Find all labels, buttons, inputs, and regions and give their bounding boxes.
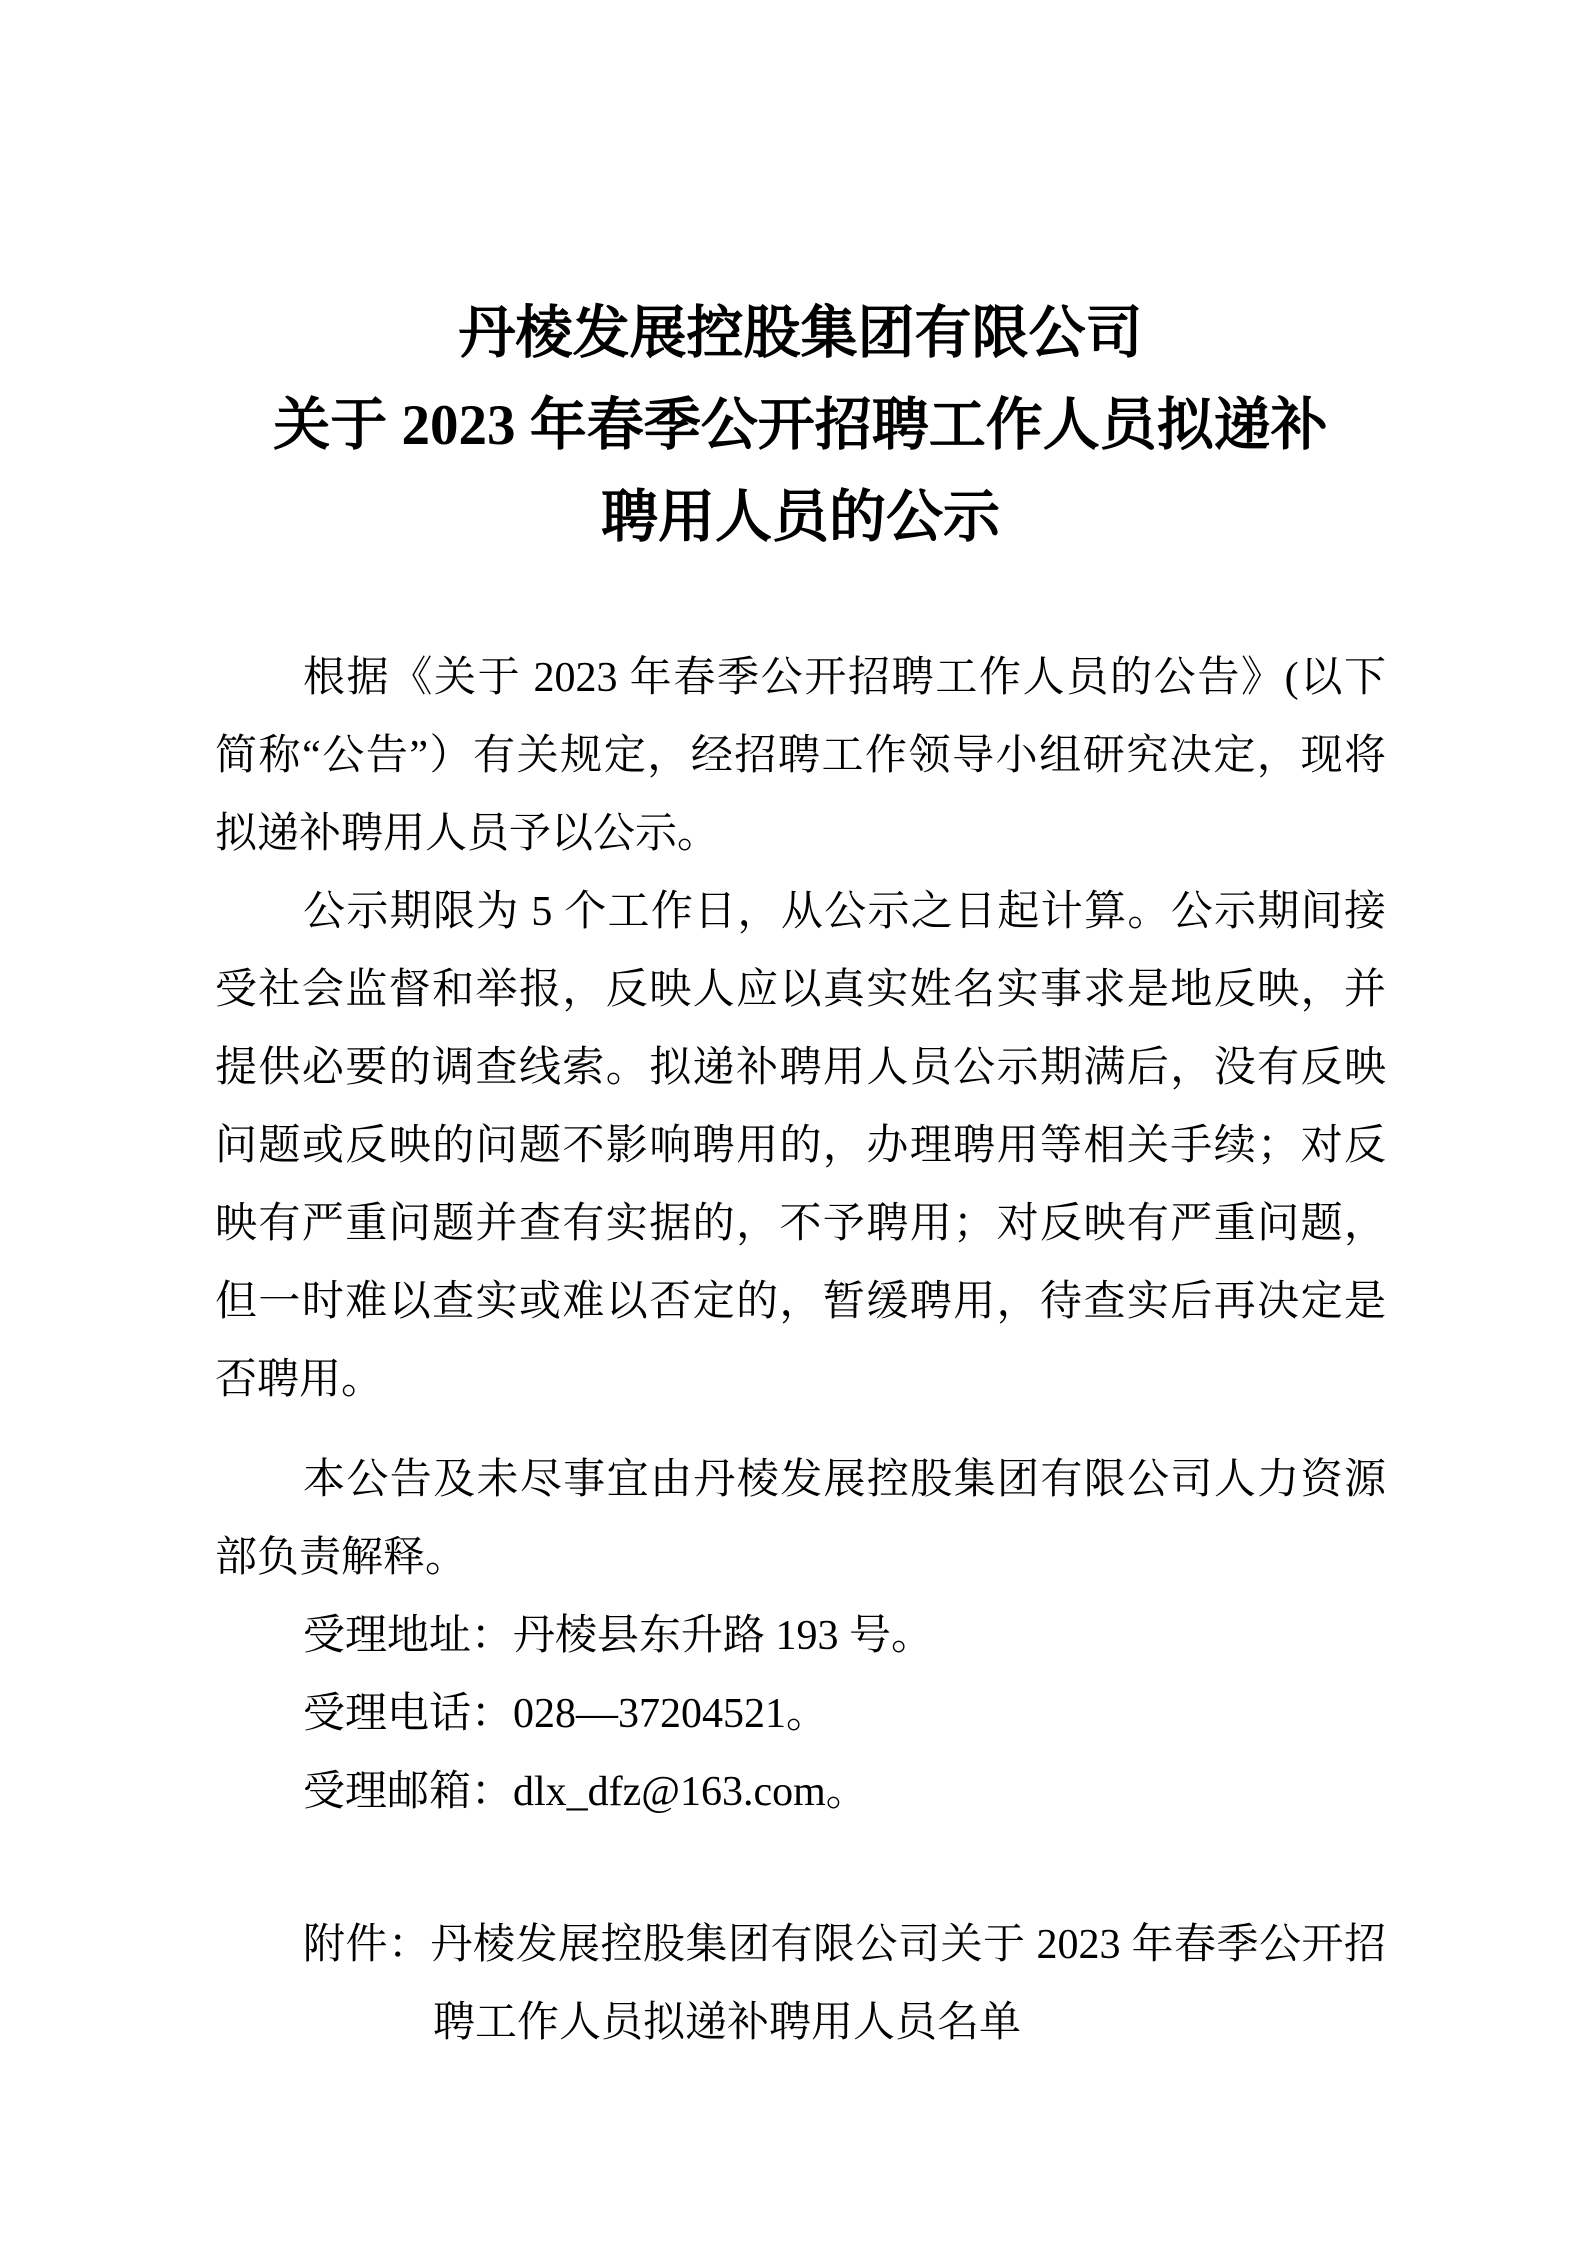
paragraph-basis: 根据《关于 2023 年春季公开招聘工作人员的公告》(以下简称“公告”）有关规定，经招聘工作领导小组研究决定，现将拟递补聘用人员予以公示。	[215, 655, 1386, 857]
title-line-subject: 关于 2023 年春季公开招聘工作人员拟递补	[273, 394, 1328, 457]
contact-address-line: 受理地址：丹棱县东升路 193 号。	[303, 1613, 934, 1659]
document-title	[215, 288, 1386, 564]
attachment-title: 丹棱发展控股集团有限公司关于 2023 年春季公开招聘工作人员拟递补聘用人员名单	[430, 1922, 1386, 2046]
paragraph-interpretation: 本公告及未尽事宜由丹棱发展控股集团有限公司人力资源部负责解释。	[215, 1457, 1386, 1581]
document-body	[215, 639, 1386, 2062]
title-line-subject-cont: 聘用人员的公示	[601, 486, 1000, 549]
attachment-line	[215, 1906, 1386, 2062]
contact-phone-line: 受理电话：028—37204521。	[303, 1691, 829, 1737]
paragraph-publicity-period: 公示期限为 5 个工作日，从公示之日起计算。公示期间接受社会监督和举报，反映人应以真实姓名实事求是地反映，并提供必要的调查线索。拟递补聘用人员公示期满后，没有反映问题或反映的问题不影响聘用的，办理聘用等相关手续；对反映有严重问题并查有实据的，不予聘用；对反映有严重问题，但一时难以查实或难以否定的，暂缓聘用，待查实后再决定是否聘用。	[215, 889, 1386, 1403]
contact-email-line: 受理邮箱：dlx_dfz@163.com。	[303, 1769, 868, 1815]
title-line-company: 丹棱发展控股集团有限公司	[458, 302, 1143, 365]
attachment-label: 附件：	[303, 1922, 431, 1968]
